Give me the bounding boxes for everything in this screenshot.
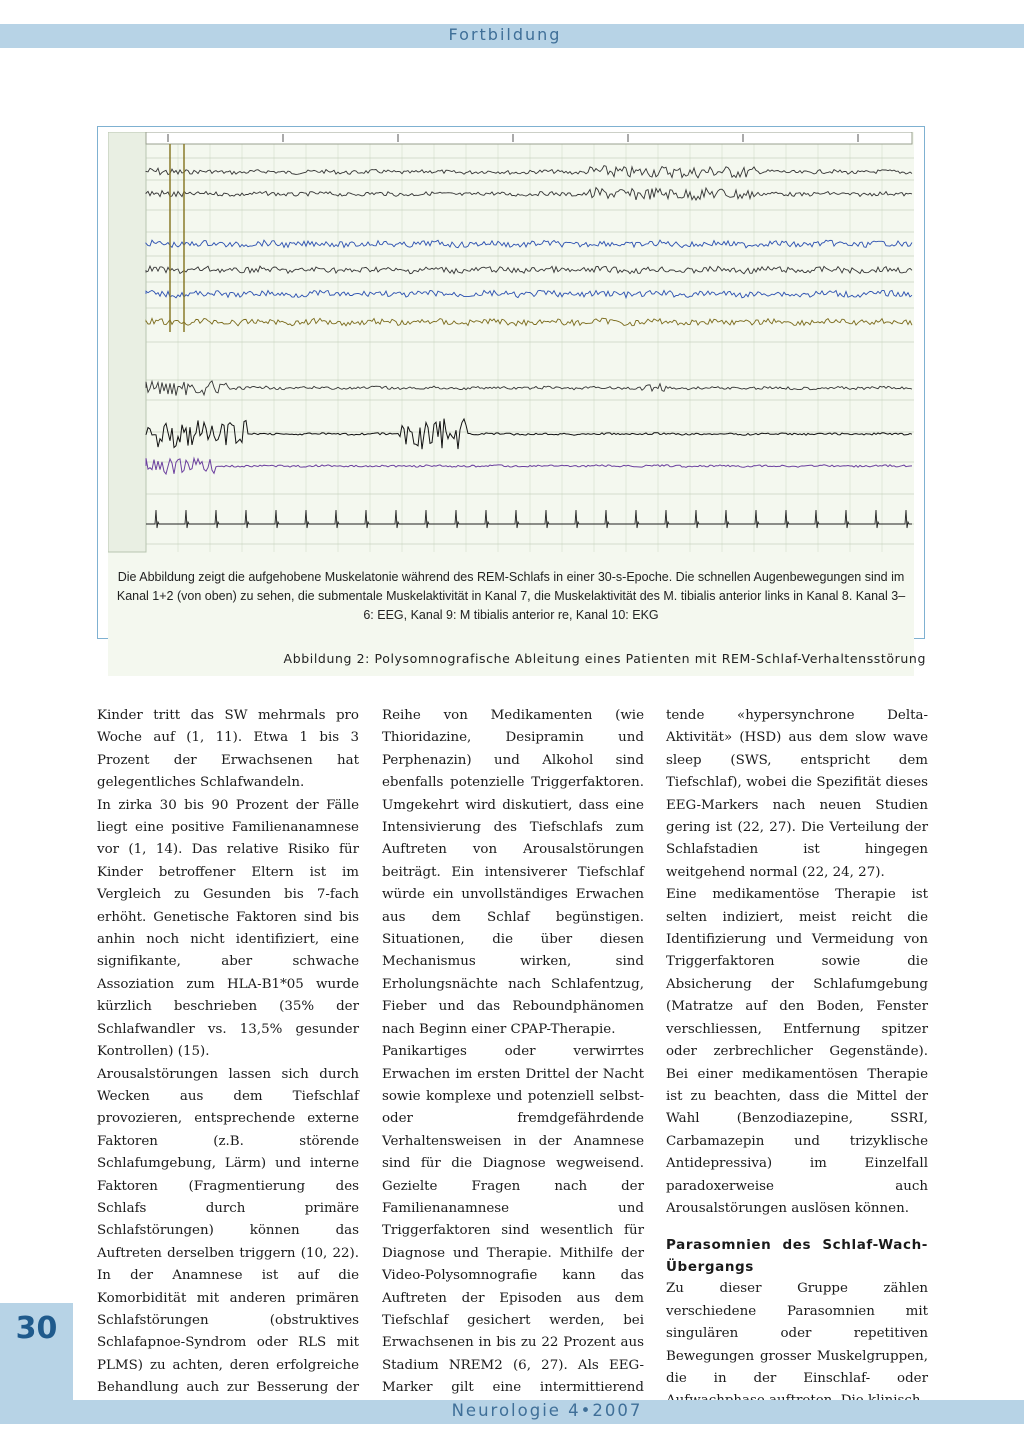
paragraph: Eine medikamentöse Therapie ist selten indiziert, meist reicht die Identifizierung und Vermeidung von Triggerfaktoren sowie die Absicherung der Schlafumgebung (Matratze auf den Boden, Fenster verschliessen, Entfernung spitzer oder zerbrechlicher Gegenstände). Bei einer medikamentösen Therapie ist zu beachten, dass die Mittel der Wahl (Benzodiazepine, SSRI, Carbamazepin und trizyklische Antidepressiva) im Einzelfall paradoxerweise auch Arousalstörungen auslösen können. [666, 887, 928, 1216]
paragraph: Kinder tritt das SW mehrmals pro Woche auf (1, 11). Etwa 1 bis 3 Prozent der Erwachsenen hat gelegentliches Schlafwandeln. [97, 708, 359, 791]
section-title: Fortbildung [448, 25, 562, 44]
header-bar [0, 24, 1024, 48]
figure-title: Abbildung 2: Polysomnografische Ableitung eines Patienten mit REM-Schlaf-Verhaltensstörung [283, 651, 926, 666]
footer-bar [0, 1400, 1024, 1424]
text-column-2 [382, 705, 644, 1422]
paragraph: tende «hypersynchrone Delta-Aktivität» (HSD) aus dem slow wave sleep (SWS, entspricht dem Tiefschlaf), wobei die Spezifität dieses EEG-Markers nach neuen Studien gering ist (22, 27). Die Verteilung der Schlafstadien ist hingegen weitgehend normal (22, 24, 27). [666, 708, 928, 880]
page-number: 30 [15, 1311, 58, 1346]
paragraph: Panikartiges oder verwirrtes Erwachen im ersten Drittel der Nacht sowie komplexe und potenziell selbst- oder fremdgefährdende Verhaltensweisen in der Anamnese sind für die Diagnose wegweisend. Gezielte Fragen nach der Familienanamnese und Triggerfaktoren sind wesentlich für Diagnose und Therapie. Mithilfe der Video-Polysomnografie kann das Auftreten der Episoden aus dem Tiefschlaf gesichert werden, bei Erwachsenen in bis zu 22 Prozent aus Stadium NREM2 (6, 27). Als EEG-Marker gilt eine intermittierend [382, 1044, 644, 1396]
paragraph: Zu dieser Gruppe zählen verschiedene Parasomnien mit singulären oder repetitiven Bewegungen grosser Muskelgruppen, die in der Einschlaf- oder [666, 1281, 928, 1386]
paragraph: In zirka 30 bis 90 Prozent der Fälle liegt eine positive Familienanamnese vor (1, 14). Das relative Risiko für Kinder betroffener Eltern ist im Vergleich zu Gesunden bis 7-fach erhöht. Genetische Faktoren sind bis anhin noch nicht identifiziert, eine signifikante, aber schwache Assoziation zum HLA-B1*05 wurde kürzlich beschrieben (35% der Schlafwandler vs. 13,5% gesunder Kontrollen) (15). [97, 797, 359, 1060]
figure-inner-caption: Die Abbildung zeigt die aufgehobene Muskelatonie während des REM-Schlafs in einer 30-s-Epoche. Die schnellen Augenbewegungen sind im Kanal 1+2 (von oben) zu sehen, die submentale Muskelaktivität in Kanal 7, die Muskelaktivität des M. tibialis anterior links in Kanal 8. Kanal 3–6: EEG, Kanal 9: M tibialis anterior re, Kanal 10: EKG [116, 570, 906, 622]
figure-frame [97, 126, 925, 639]
journal-issue: Neurologie 4•2007 [451, 1401, 643, 1420]
text-column-1 [97, 705, 359, 1422]
text-column-3 [666, 705, 928, 1413]
time-ruler [146, 132, 912, 144]
section-heading: Parasomnien des Schlaf-Wach-Übergangs [666, 1237, 928, 1276]
channel-label-column [108, 132, 146, 552]
paragraph: Reihe von Medikamenten (wie Thioridazine, Desipramin und Perphenazin) und Alkohol sind ebenfalls potenzielle Triggerfaktoren. Umgekehrt wird diskutiert, dass eine Intensivierung des Tiefschlafs zum Auftreten von Arousalstörungen beiträgt. Ein intensiverer Tiefschlaf würde ein unvollständiges Erwachen aus dem Schlaf begünstigen. Situationen, die über diesen Mechanismus wirken, sind Erholungsnächte nach Schlafentzug, Fieber und das Reboundphänomen nach Beginn einer CPAP-Therapie. [382, 708, 644, 1037]
paragraph: Arousalstörungen lassen sich durch Wecken aus dem Tiefschlaf provozieren, entsprechende externe Faktoren (z.B. störende Schlafumgebung, Lärm) und interne Faktoren (Fragmentierung des Schlafs durch primäre Schlafstörungen) können das Auftreten derselben triggern (10, 22). In der Anamnese ist auf die Komorbidität mit anderen primären Schlafstörungen (obstruktives Schlafapnoe-Syndrom oder RLS mit PLMS) zu achten, deren erfolgreiche Behandlung auch zur Besserung der [97, 1066, 359, 1396]
